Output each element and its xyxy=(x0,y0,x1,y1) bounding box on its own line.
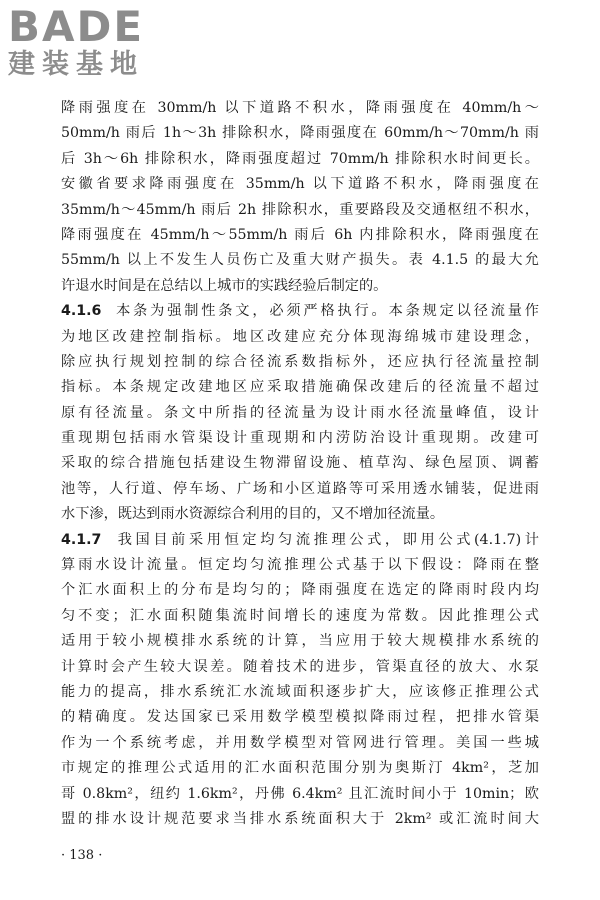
text-line xyxy=(61,325,539,350)
line-text: 个汇水面积上的分布是均匀的；降雨强度在选定的降雨时段内均 xyxy=(61,582,539,599)
page-number: · 138 · xyxy=(61,848,103,863)
line-text: 50mm/h 雨后 1h～3h 排除积水，降雨强度在 60mm/h～70mm/h 雨 xyxy=(61,125,539,142)
text-line xyxy=(61,680,539,705)
text-line xyxy=(61,172,539,197)
text-line xyxy=(61,807,539,832)
text-line xyxy=(61,223,539,248)
line-text: 为地区改建控制指标。地区改建应充分体现海绵城市建设理念， xyxy=(61,328,539,345)
line-text: 的精确度。发达国家已采用数学模型模拟降雨过程，把排水管渠 xyxy=(61,709,539,726)
line-text: 计算时会产生较大误差。随着技术的进步，管渠直径的放大、水泵 xyxy=(61,658,539,675)
line-text: 降雨强度在 30mm/h 以下道路不积水，降雨强度在 40mm/h～ xyxy=(61,100,539,116)
line-text: 降雨强度在 45mm/h～55mm/h 雨后 6h 内排除积水，降雨强度在 xyxy=(61,226,539,243)
line-text: 池等，人行道、停车场、广场和小区道路等可采用透水铺装，促进雨 xyxy=(61,480,539,497)
text-line xyxy=(61,502,539,527)
line-text: 算雨水设计流量。恒定均匀流推理公式基于以下假设：降雨在整 xyxy=(61,557,539,574)
logo-word: BADE xyxy=(8,2,145,51)
text-line xyxy=(61,426,539,451)
body-text xyxy=(61,96,539,832)
text-line xyxy=(61,629,539,654)
text-line xyxy=(61,528,539,553)
line-text: 除应执行规划控制的综合径流系数指标外，还应执行径流量控制 xyxy=(61,353,539,370)
text-line xyxy=(61,731,539,756)
line-text: 指标。本条规定改建地区应采取措施确保改建后的径流量不超过 xyxy=(61,379,539,396)
section-number: 4.1.6 xyxy=(61,303,102,320)
line-text: 安徽省要求降雨强度在 35mm/h 以下道路不积水，降雨强度在 xyxy=(61,176,539,193)
text-line xyxy=(61,299,539,324)
line-text: 35mm/h～45mm/h 雨后 2h 排除积水，重要路段及交通枢纽不积水， xyxy=(61,201,539,218)
logo-subtitle: 建装基地 xyxy=(8,49,144,80)
line-text: 盟的排水设计规范要求当排水系统面积大于 2km² 或汇流时间大 xyxy=(61,810,539,827)
line-text: 能力的提高，排水系统汇水流域面积逐步扩大，应该修正推理公式 xyxy=(61,683,539,700)
line-text: 许退水时间是在总结以上城市的实践经验后制定的。 xyxy=(61,277,388,294)
text-line xyxy=(61,248,539,273)
text-line xyxy=(61,274,539,299)
section-number: 4.1.7 xyxy=(61,531,102,548)
line-text: 我国目前采用恒定均匀流推理公式，即用公式(4.1.7)计 xyxy=(117,531,539,548)
line-text: 哥 0.8km²，纽约 1.6km²，丹佛 6.4km² 且汇流时间小于 10min；欧 xyxy=(61,785,539,802)
line-text: 原有径流量。条文中所指的径流量为设计雨水径流量峰值，设计 xyxy=(61,404,539,421)
line-text: 55mm/h 以上不发生人员伤亡及重大财产损失。表 4.1.5 的最大允 xyxy=(61,252,539,269)
line-text: 适用于较小规模排水系统的计算，当应用于较大规模排水系统的 xyxy=(61,633,539,650)
text-line xyxy=(61,451,539,476)
line-text: 后 3h～6h 排除积水，降雨强度超过 70mm/h 排除积水时间更长。 xyxy=(61,150,539,167)
text-line xyxy=(61,705,539,730)
line-text: 市规定的推理公式适用的汇水面积范围分别为奥斯汀 4km²，芝加 xyxy=(61,760,539,777)
line-text: 水下渗，既达到雨水资源综合利用的目的，又不增加径流量。 xyxy=(61,506,445,523)
text-line xyxy=(61,401,539,426)
text-line xyxy=(61,553,539,578)
text-line xyxy=(61,578,539,603)
text-line xyxy=(61,477,539,502)
bade-logo xyxy=(8,2,178,88)
line-text: 重现期包括雨水管渠设计重现期和内涝防治设计重现期。改建可 xyxy=(61,430,539,447)
text-line xyxy=(61,655,539,680)
line-text: 作为一个系统考虑，并用数学模型对管网进行管理。美国一些城 xyxy=(61,734,539,751)
text-line xyxy=(61,121,539,146)
line-text: 本条为强制性条文，必须严格执行。本条规定以径流量作 xyxy=(116,303,539,320)
line-text: 采取的综合措施包括建设生物滞留设施、植草沟、绿色屋顶、调蓄 xyxy=(61,455,539,472)
text-line xyxy=(61,96,539,121)
text-line xyxy=(61,604,539,629)
text-line xyxy=(61,147,539,172)
text-line xyxy=(61,350,539,375)
text-line xyxy=(61,375,539,400)
line-text: 匀不变；汇水面积随集流时间增长的速度为常数。因此推理公式 xyxy=(61,607,539,624)
text-line xyxy=(61,756,539,781)
text-line xyxy=(61,198,539,223)
text-line xyxy=(61,782,539,807)
